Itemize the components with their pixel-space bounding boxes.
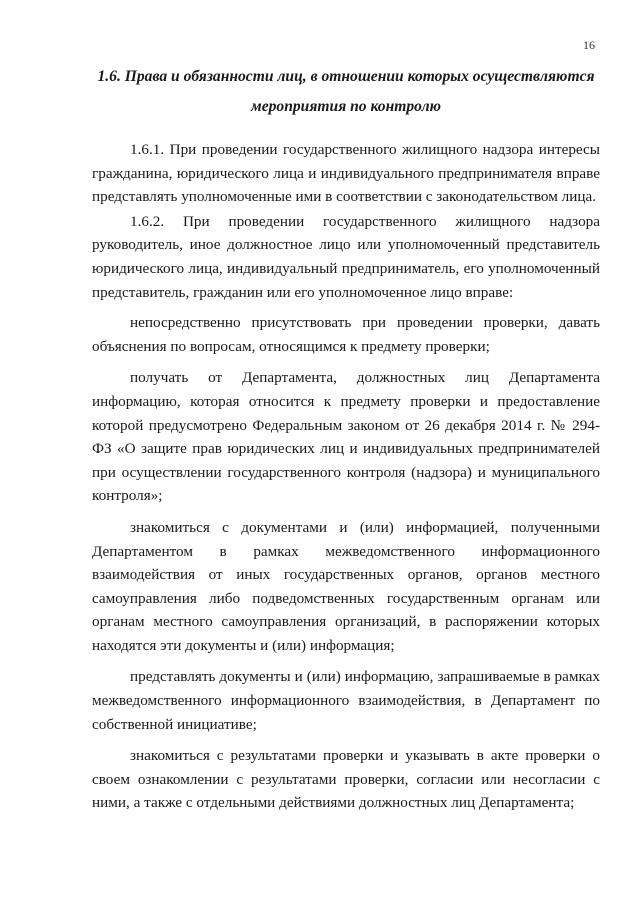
right-item: представлять документы и (или) информацию, запрашиваемые в рамках межведомственного информационного взаимодействия, в Департамент по собственной инициативе; bbox=[92, 668, 600, 733]
page-number: 16 bbox=[583, 38, 595, 52]
section-heading: 1.6. Права и обязанности лиц, в отношении которых осуществляются мероприятия по контролю bbox=[97, 68, 595, 115]
right-item: непосредственно присутствовать при проведении проверки, давать объяснения по вопросам, относящимся к предмету проверки; bbox=[92, 314, 600, 355]
right-item: знакомиться с результатами проверки и указывать в акте проверки о своем ознакомлении с результатами проверки, согласии или несогласии с ними, а также с отдельными действиями должностных лиц Департамента; bbox=[92, 747, 600, 812]
right-item: получать от Департамента, должностных лиц Департамента информацию, которая относится к предмету проверки и предоставление которой предусмотрено Федеральным законом от 26 декабря 2014 г. № 294-ФЗ «О защите прав юридических лиц и индивидуальных предпринимателей при осуществлении государственного контроля (надзора) и муниципального контроля»; bbox=[92, 369, 600, 505]
document-body bbox=[92, 138, 600, 815]
paragraph-1-6-2: 1.6.2. При проведении государственного жилищного надзора руководитель, иное должностное лицо или уполномоченный представитель юридического лица, индивидуальный предприниматель, его уполномоченный представитель, гражданин или его уполномоченное лицо вправе: bbox=[92, 212, 600, 301]
right-item: знакомиться с документами и (или) информацией, полученными Департаментом в рамках межведомственного информационного взаимодействия от иных государственных органов, органов местного самоуправления либо подведомственных государственным органам или органам местного самоуправления организаций, в распоряжении которых находятся эти документы и (или) информация; bbox=[92, 518, 600, 654]
paragraph-1-6-1: 1.6.1. При проведении государственного жилищного надзора интересы гражданина, юридического лица и индивидуального предпринимателя вправе представлять уполномоченные ими в соответствии с законодательством лица. bbox=[92, 141, 600, 206]
